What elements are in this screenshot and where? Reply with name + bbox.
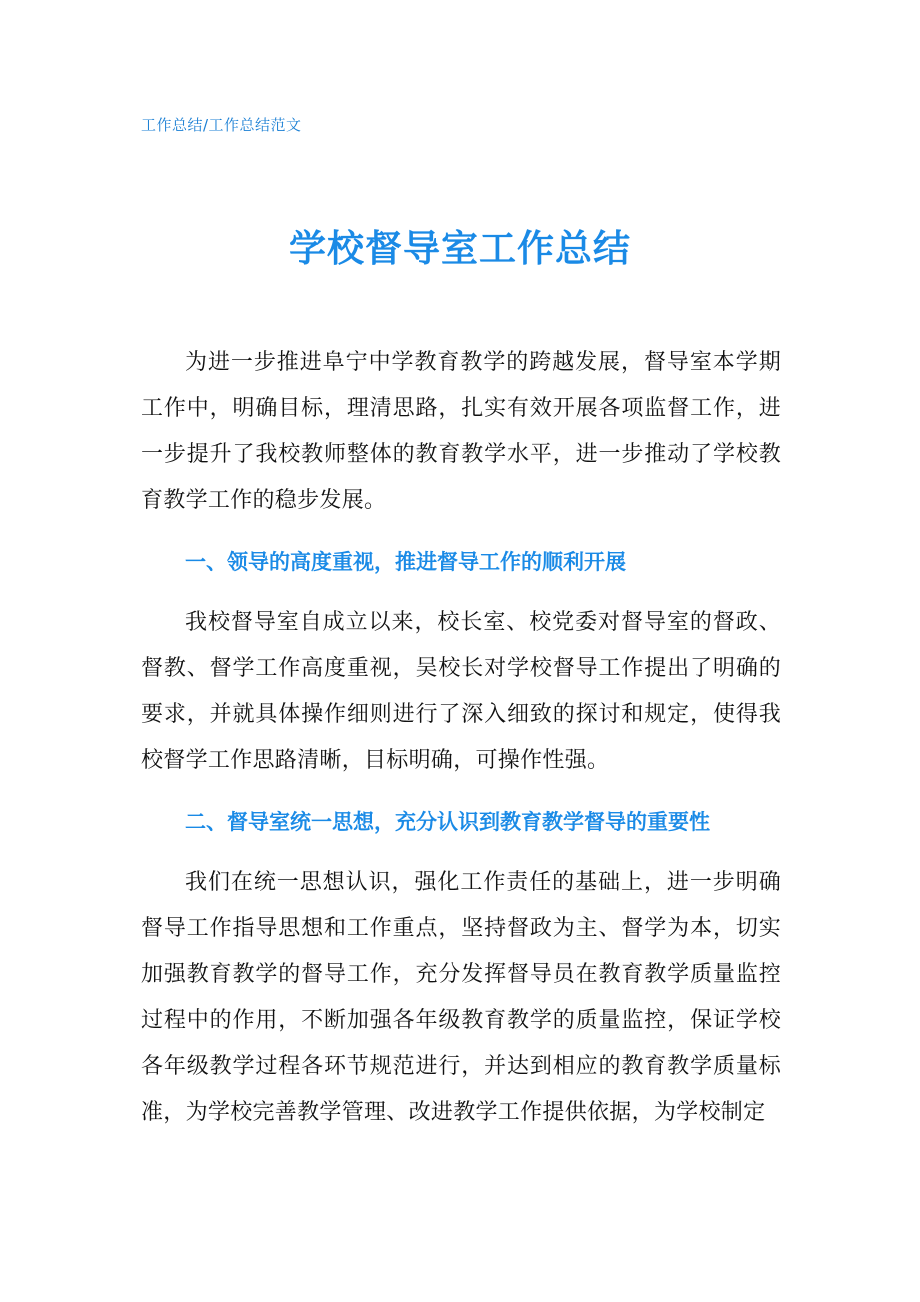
document-body <box>141 340 781 1136</box>
section-1-paragraph: 我校督导室自成立以来，校长室、校党委对督导室的督政、督教、督学工作高度重视，吴校长对学校督导工作提出了明确的要求，并就具体操作细则进行了深入细致的探讨和规定，使得我校督学工作思路清晰，目标明确，可操作性强。 <box>141 610 781 773</box>
breadcrumb[interactable]: 工作总结/工作总结范文 <box>141 116 302 134</box>
section-2-paragraph: 我们在统一思想认识，强化工作责任的基础上，进一步明确督导工作指导思想和工作重点，坚持督政为主、督学为本，切实加强教育教学的督导工作，充分发挥督导员在教育教学质量监控过程中的作用，不断加强各年级教育教学的质量监控，保证学校各年级教学过程各环节规范进行，并达到相应的教育教学质量标准，为学校完善教学管理、改进教学工作提供依据，为学校制定 <box>141 870 781 1125</box>
page-title: 学校督导室工作总结 <box>289 227 631 270</box>
intro-paragraph: 为进一步推进阜宁中学教育教学的跨越发展，督导室本学期工作中，明确目标，理清思路，扎实有效开展各项监督工作，进一步提升了我校教师整体的教育教学水平，进一步推动了学校教育教学工作的稳步发展。 <box>141 350 781 513</box>
section-heading-2: 二、督导室统一思想，充分认识到教育教学督导的重要性 <box>185 810 710 834</box>
section-heading-1: 一、领导的高度重视，推进督导工作的顺利开展 <box>185 550 626 574</box>
